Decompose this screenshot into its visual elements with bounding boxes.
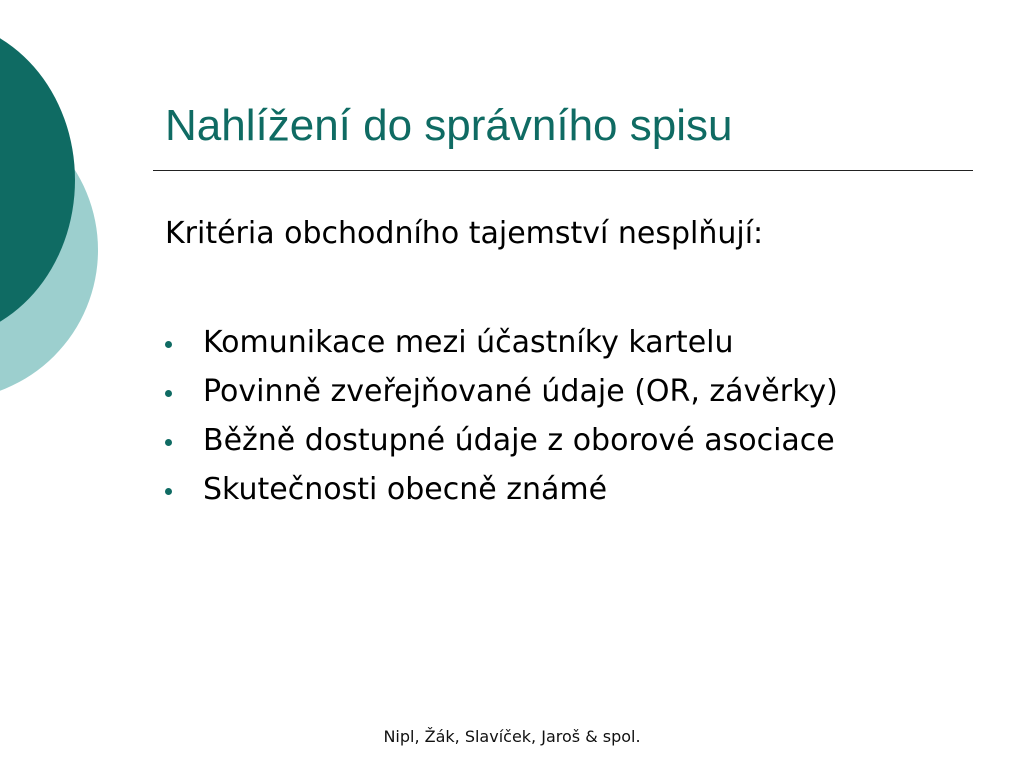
bullet-text: Skutečnosti obecně známé [203,472,608,507]
bullet-text: Povinně zveřejňované údaje (OR, závěrky) [203,374,838,409]
title-divider [153,170,973,171]
intro-text: Kritéria obchodního tajemství nesplňují: [165,216,764,251]
bullet-text: Běžně dostupné údaje z oborové asociace [203,423,835,458]
bullet-dot-icon [165,390,172,397]
slide-footer: Nipl, Žák, Slavíček, Jaroš & spol. [383,727,641,746]
bullet-dot-icon [165,439,172,446]
bullet-dot-icon [165,341,172,348]
slide-title: Nahlížení do správního spisu [165,101,733,150]
bullet-text: Komunikace mezi účastníky kartelu [203,325,734,360]
bullet-dot-icon [165,488,172,495]
